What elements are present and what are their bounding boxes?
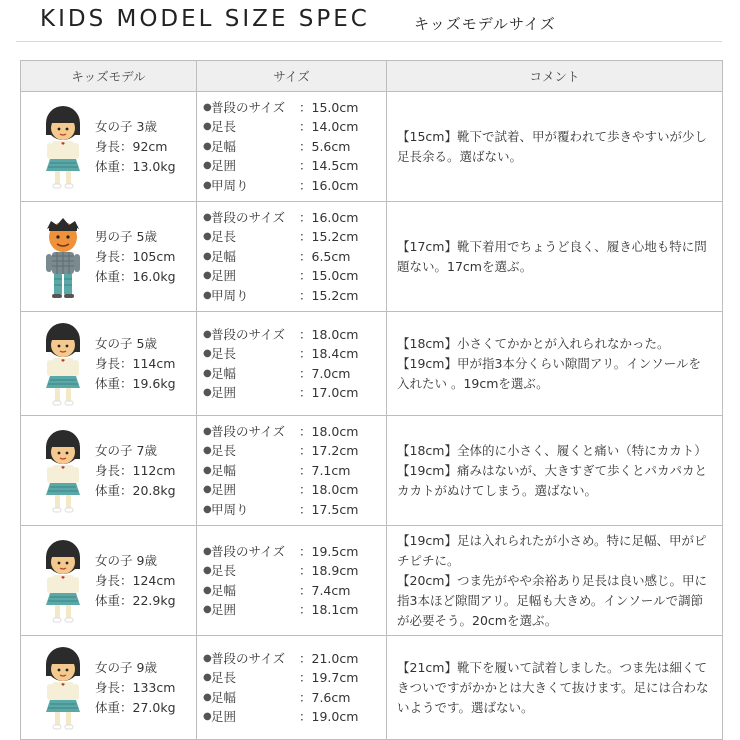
model-height: 105cm (132, 248, 176, 264)
boy-icon (35, 211, 91, 303)
size-cell (197, 92, 387, 202)
model-height-label: 身長： (95, 248, 133, 264)
size-value: ：5.6cm (299, 138, 351, 154)
model-age: 3歳 (136, 118, 157, 134)
size-item (203, 227, 386, 247)
size-name: 足囲 (211, 482, 237, 498)
size-name: 足囲 (211, 385, 237, 400)
size-name: 足長 (211, 670, 237, 685)
model-cell (21, 312, 197, 416)
size-value: ：16.0cm (299, 177, 359, 193)
size-spec-table (20, 60, 723, 740)
model-weight: 16.0kg (132, 268, 176, 284)
size-name: 足長 (211, 119, 237, 135)
size-name: 足幅 (211, 248, 237, 264)
column-header-model: キッズモデル (21, 61, 197, 92)
size-value: ：18.0cm (299, 423, 359, 439)
size-item (203, 176, 386, 196)
bullet-icon: ● (203, 231, 212, 243)
model-gender: 女の子 (95, 552, 133, 568)
size-name: 普段のサイズ (211, 423, 286, 439)
bullet-icon: ● (203, 545, 212, 557)
size-name: 足囲 (211, 602, 237, 617)
table-row (21, 526, 723, 636)
size-item (203, 561, 386, 581)
model-gender: 女の子 (95, 442, 133, 458)
size-value: ：18.0cm (299, 326, 359, 342)
size-name: 足幅 (211, 462, 237, 478)
model-height-label: 身長： (95, 572, 133, 588)
bullet-icon: ● (203, 652, 212, 664)
comment-line: 【18cm】全体的に小さく、履くと痛い（特にカカト） (397, 442, 707, 458)
model-gender: 男の子 (95, 228, 133, 244)
comment-cell (387, 416, 723, 526)
size-name: 普段のサイズ (211, 543, 286, 559)
size-name: 足長 (211, 443, 237, 459)
bullet-icon: ● (203, 289, 212, 301)
column-header-comment: コメント (387, 61, 723, 92)
size-item (203, 441, 386, 461)
size-value: ：21.0cm (299, 650, 359, 666)
bullet-icon: ● (203, 160, 212, 172)
bullet-icon: ● (203, 328, 212, 340)
model-height-label: 身長： (95, 355, 133, 371)
model-cell (21, 92, 197, 202)
size-item (203, 98, 386, 118)
bullet-icon: ● (203, 270, 212, 282)
model-height: 124cm (132, 572, 176, 588)
model-age: 5歳 (136, 335, 157, 351)
size-cell (197, 636, 387, 740)
table-row (21, 312, 723, 416)
bullet-icon: ● (203, 140, 212, 152)
size-value: ：18.1cm (299, 602, 359, 617)
bullet-icon: ● (203, 179, 212, 191)
size-value: ：19.0cm (299, 709, 359, 724)
size-item (203, 581, 386, 601)
bullet-icon: ● (203, 584, 212, 596)
size-item (203, 286, 386, 306)
size-name: 普段のサイズ (211, 650, 286, 666)
comment-cell (387, 202, 723, 312)
size-item (203, 668, 386, 688)
size-value: ：15.0cm (299, 99, 359, 115)
bullet-icon: ● (203, 503, 212, 515)
size-name: 甲周り (211, 177, 249, 193)
size-name: 足囲 (211, 268, 237, 284)
page-title: KIDS MODEL SIZE SPEC (40, 6, 370, 32)
bullet-icon: ● (203, 348, 212, 359)
size-value: ：19.5cm (299, 543, 359, 559)
comment-line: 【19cm】痛みはないが、大きすぎて歩くとパカパカと (397, 462, 707, 478)
size-name: 足長 (211, 563, 237, 578)
model-age: 9歳 (136, 659, 157, 675)
bullet-icon: ● (203, 464, 212, 476)
comment-line: きついですがかかとは大きくて抜けます。足には合わな (397, 679, 709, 695)
bullet-icon: ● (203, 565, 212, 576)
model-weight-label: 体重： (95, 158, 133, 174)
size-value: ：7.0cm (299, 365, 351, 381)
size-value: ：18.4cm (299, 346, 359, 361)
bullet-icon: ● (203, 387, 212, 398)
size-value: ：14.0cm (299, 119, 359, 135)
model-cell (21, 202, 197, 312)
size-item (203, 707, 386, 727)
comment-line: 入れたい 。19cmを選ぶ。 (397, 375, 549, 391)
model-height-label: 身長： (95, 462, 133, 478)
model-height-label: 身長： (95, 679, 133, 695)
size-name: 足囲 (211, 158, 237, 174)
size-value: ：7.6cm (299, 689, 351, 705)
size-item (203, 117, 386, 137)
size-item (203, 542, 386, 562)
model-weight-label: 体重： (95, 268, 133, 284)
comment-line: 【17cm】靴下着用でちょうど良く、履き心地も特に問 (397, 238, 707, 254)
comment-line: いようです。選ばない。 (397, 699, 534, 715)
size-name: 足幅 (211, 689, 237, 705)
size-name: 足長 (211, 346, 237, 361)
size-value: ：15.2cm (299, 287, 359, 303)
bullet-icon: ● (203, 484, 212, 496)
page-header (0, 0, 740, 44)
comment-line: 【21cm】靴下を履いて試着しました。つま先は細くて (397, 659, 707, 675)
size-item (203, 364, 386, 384)
size-cell (197, 526, 387, 636)
model-weight: 13.0kg (132, 158, 176, 174)
size-cell (197, 202, 387, 312)
bullet-icon: ● (203, 101, 212, 113)
size-name: 足囲 (211, 709, 237, 724)
bullet-icon: ● (203, 691, 212, 703)
size-value: ：17.0cm (299, 385, 359, 400)
comment-line: 【20cm】つま先がやや余裕あり足長は良い感じ。甲に (397, 572, 707, 588)
model-height: 92cm (132, 138, 168, 154)
size-name: 普段のサイズ (211, 99, 286, 115)
size-item (203, 600, 386, 620)
comment-line: チピチに。 (397, 552, 460, 568)
comment-line: 【15cm】靴下で試着、甲が覆われて歩きやすいが少し (397, 128, 707, 144)
size-name: 足長 (211, 229, 237, 245)
size-name: 足幅 (211, 365, 237, 381)
size-value: ：15.0cm (299, 268, 359, 284)
size-value: ：19.7cm (299, 670, 359, 685)
model-weight: 27.0kg (132, 699, 176, 715)
comment-line: 指3本ほど隙間アリ。足幅も大きめ。インソールで調節 (397, 592, 704, 608)
model-weight: 19.6kg (132, 375, 176, 391)
size-item (203, 422, 386, 442)
model-weight-label: 体重： (95, 592, 133, 608)
model-height: 114cm (132, 355, 176, 371)
header-divider (16, 41, 722, 42)
bullet-icon: ● (203, 604, 212, 615)
comment-line: 【19cm】足は入れられたが小さめ。特に足幅、甲がピ (397, 532, 707, 548)
size-item (203, 208, 386, 228)
model-cell (21, 416, 197, 526)
bullet-icon: ● (203, 121, 212, 133)
model-weight: 20.8kg (132, 482, 176, 498)
column-header-size: サイズ (197, 61, 387, 92)
size-item (203, 325, 386, 345)
bullet-icon: ● (203, 250, 212, 262)
size-value: ：14.5cm (299, 158, 359, 174)
model-age: 7歳 (136, 442, 157, 458)
bullet-icon: ● (203, 672, 212, 683)
size-value: ：7.4cm (299, 582, 351, 598)
model-cell (21, 636, 197, 740)
comment-line: カカトがぬけてしまう。選ばない。 (397, 482, 598, 498)
bullet-icon: ● (203, 445, 212, 457)
model-height: 133cm (132, 679, 176, 695)
model-gender: 女の子 (95, 118, 133, 134)
size-item (203, 688, 386, 708)
size-name: 甲周り (211, 287, 249, 303)
comment-cell (387, 92, 723, 202)
size-name: 足幅 (211, 138, 237, 154)
size-value: ：7.1cm (299, 462, 351, 478)
comment-line: 【18cm】小さくてかかとが入れられなかった。 (397, 335, 670, 351)
size-value: ：15.2cm (299, 229, 359, 245)
size-item (203, 344, 386, 364)
size-name: 足幅 (211, 582, 237, 598)
size-value: ：17.5cm (299, 501, 359, 517)
model-age: 5歳 (136, 228, 157, 244)
table-row (21, 92, 723, 202)
size-name: 甲周り (211, 501, 249, 517)
page-subtitle: キッズモデルサイズ (414, 15, 556, 33)
model-gender: 女の子 (95, 659, 133, 675)
model-gender: 女の子 (95, 335, 133, 351)
table-row (21, 416, 723, 526)
model-age: 9歳 (136, 552, 157, 568)
model-weight-label: 体重： (95, 699, 133, 715)
model-cell (21, 526, 197, 636)
size-item (203, 649, 386, 669)
girl-icon (35, 642, 91, 734)
girl-icon (35, 318, 91, 410)
size-value: ：16.0cm (299, 209, 359, 225)
size-item (203, 266, 386, 286)
size-value: ：18.9cm (299, 563, 359, 578)
size-item (203, 480, 386, 500)
size-value: ：17.2cm (299, 443, 359, 459)
size-name: 普段のサイズ (211, 326, 286, 342)
bullet-icon: ● (203, 711, 212, 722)
model-height: 112cm (132, 462, 176, 478)
comment-cell (387, 312, 723, 416)
model-weight-label: 体重： (95, 375, 133, 391)
size-name: 普段のサイズ (211, 209, 286, 225)
model-weight: 22.9kg (132, 592, 176, 608)
size-item (203, 500, 386, 520)
size-item (203, 247, 386, 267)
size-cell (197, 312, 387, 416)
comment-line: 足長余る。選ばない。 (397, 148, 523, 164)
bullet-icon: ● (203, 425, 212, 437)
bullet-icon: ● (203, 367, 212, 379)
comment-line: 【19cm】甲が指3本分くらい隙間アリ。インソールを (397, 355, 702, 371)
size-value: ：6.5cm (299, 248, 351, 264)
size-item (203, 137, 386, 157)
size-value: ：18.0cm (299, 482, 359, 498)
model-height-label: 身長： (95, 138, 133, 154)
model-weight-label: 体重： (95, 482, 133, 498)
comment-cell (387, 636, 723, 740)
size-item (203, 461, 386, 481)
comment-line: が必要そう。20cmを選ぶ。 (397, 612, 558, 628)
bullet-icon: ● (203, 211, 212, 223)
comment-cell (387, 526, 723, 636)
table-header-row (21, 61, 723, 92)
table-row (21, 202, 723, 312)
comment-line: 題ない。17cmを選ぶ。 (397, 258, 533, 274)
size-cell (197, 416, 387, 526)
girl-icon (35, 101, 91, 193)
size-item (203, 156, 386, 176)
size-item (203, 383, 386, 403)
table-row (21, 636, 723, 740)
girl-icon (35, 425, 91, 517)
girl-icon (35, 535, 91, 627)
